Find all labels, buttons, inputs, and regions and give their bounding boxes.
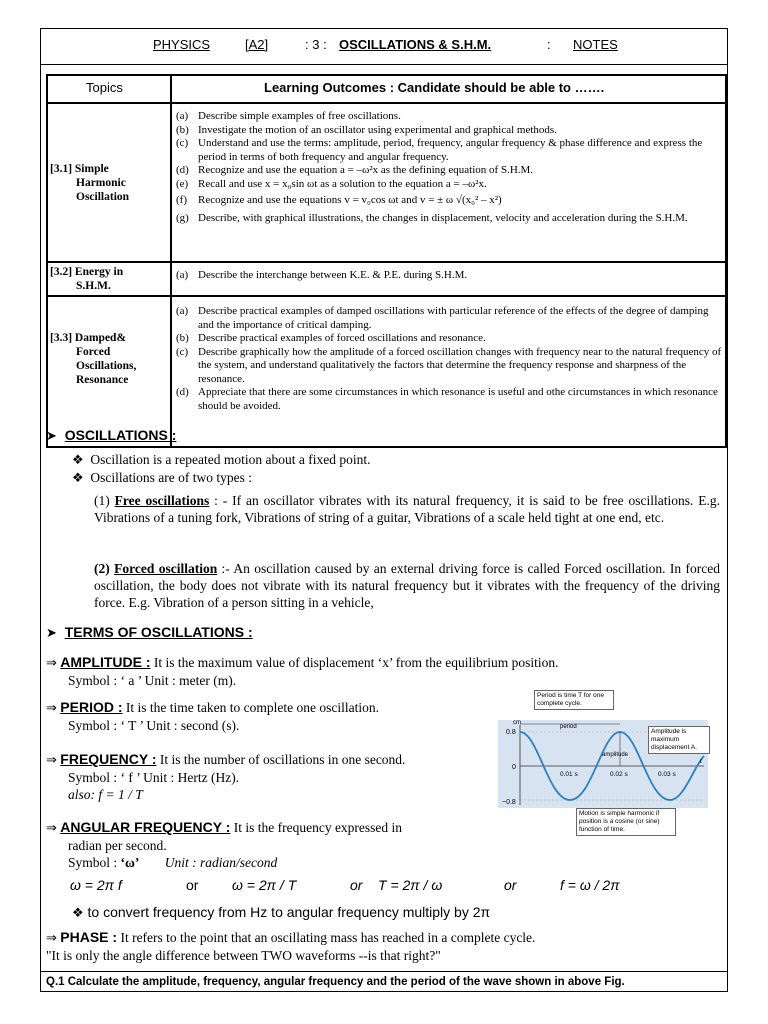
th-outcomes: Learning Outcomes : Candidate should be able to …….: [264, 80, 605, 95]
symbol-line: Symbol : ‘ f ’ Unit : Hertz (Hz).: [68, 770, 240, 785]
freq-formula: also: f = 1 / T: [68, 787, 143, 802]
equation: T = 2π / ω: [378, 877, 443, 893]
shm-graph-figure: [498, 690, 708, 835]
forced-osc-text: :- An oscillation caused by an external driving force is called Forced oscillation. In forced oscillation, the body does not vibrate with its natural frequency but it vibrates with the frequency of the driving force. E.g. Vibration of a person sitting in a vehicle,: [94, 561, 720, 610]
question-1: Q.1 Calculate the amplitude, frequency, angular frequency and the period of the wave shown in above Fig.: [46, 976, 625, 988]
list-item: [176, 110, 723, 124]
topic-line: [3.1] Simple: [50, 163, 109, 175]
topic-line: S.H.M.: [76, 280, 111, 292]
implies-arrow-icon: ⇒: [46, 931, 57, 946]
equation: ω = 2π / T: [232, 877, 297, 893]
question-divider: [40, 971, 728, 972]
frequency-def: [46, 751, 405, 803]
table-row: [48, 261, 725, 295]
item-text: Describe practical examples of damped oscillations with particular reference of the effects of the degree of damping and the importance of critical damping.: [198, 305, 709, 331]
topic-line: Oscillation: [76, 191, 130, 203]
bullet-text: Oscillation is a repeated motion about a fixed point.: [90, 452, 371, 467]
term-frequency: FREQUENCY :: [60, 751, 157, 767]
free-oscillation-para: [94, 492, 720, 526]
implies-arrow-icon: ⇒: [46, 821, 57, 836]
item-text: Recall and use x = x₀sin ωt as a solution to the equation a = –ω²x.: [198, 177, 487, 190]
header-divider: [41, 64, 727, 65]
t-tick-2: 0.02 s: [610, 771, 628, 778]
topic-line: Resonance: [76, 374, 129, 386]
table-row: [48, 295, 725, 446]
list-item: [176, 269, 723, 283]
def-text: It is the frequency expressed in: [230, 820, 403, 835]
unit-line: Unit : radian/second: [164, 855, 278, 870]
omega-symbol: ‘ω’: [120, 855, 140, 870]
equation: ω = 2π f: [70, 877, 122, 893]
topic-3-2: [50, 265, 123, 293]
omega-equations: [70, 877, 690, 897]
free-osc-title: Free oscillations: [114, 493, 210, 508]
period-label: period: [560, 724, 577, 730]
list-item: [176, 305, 723, 332]
phase-question: "It is only the angle difference between TWO waveforms --is that right?": [46, 948, 441, 963]
subject: PHYSICS: [153, 37, 211, 52]
conversion-text: to convert frequency from Hz to angular frequency multiply by 2π: [87, 904, 491, 920]
free-osc-text: : - If an oscillator vibrates with its natural frequency, it is said to be free oscillations. E.g. Vibrations of a tuning fork, Vibrations of string of a guitar, Vibrations of a scale held tight at one end, etc.: [94, 493, 720, 525]
list-item: [176, 332, 723, 346]
symbol-line: Symbol : ‘ a ’ Unit : meter (m).: [68, 673, 237, 688]
implies-arrow-icon: ⇒: [46, 753, 57, 768]
period-def: [46, 699, 379, 734]
list-item: [176, 194, 723, 208]
symbol-label: Symbol :: [68, 855, 121, 870]
symbol-line: Symbol : ‘ T ’ Unit : second (s).: [68, 718, 240, 733]
forced-oscillation-para: [94, 560, 720, 611]
arrow-icon: ➤: [46, 429, 57, 444]
t-tick-1: 0.01 s: [560, 771, 578, 778]
outcomes-table: [46, 74, 727, 448]
arrow-icon: ➤: [46, 626, 57, 641]
item-letter: (f): [176, 194, 187, 206]
topic-line: Harmonic: [76, 177, 126, 189]
topic-3-1: [50, 162, 129, 204]
def-text: radian per second.: [68, 838, 167, 853]
item-num: (1): [94, 493, 110, 508]
item-letter: (b): [176, 332, 189, 344]
amplitude-label: amplitude: [602, 752, 629, 758]
osc-bullet-2: [72, 469, 252, 487]
implies-arrow-icon: ⇒: [46, 701, 57, 716]
item-letter: (b): [176, 123, 189, 136]
list-item: [176, 346, 723, 387]
topic-3-3: [50, 331, 136, 387]
y-tick-top: 0.8: [506, 729, 516, 736]
item-letter: (c): [176, 345, 189, 358]
item-text: Understand and use the terms: amplitude, period, frequency, angular frequency & phase difference and express the period in terms of both frequency and angular frequency.: [198, 137, 703, 163]
def-text: It refers to the point that an oscillating mass has reached in a complete cycle.: [117, 930, 536, 945]
phase-def: [46, 929, 535, 964]
period-caption: Period is time T for one complete cycle.: [534, 690, 614, 710]
or-word: or: [350, 877, 363, 893]
list-item: [176, 137, 723, 164]
forced-osc-title: Forced oscillation: [114, 561, 218, 576]
t-axis-label: t: [700, 757, 702, 765]
item-text: Describe graphically how the amplitude of a forced oscillation changes with frequency near to the natural frequency of the system, and understand qualitatively the factors that determine the frequency response and sharpness of the resonance.: [198, 345, 722, 385]
t-tick-3: 0.03 s: [658, 771, 676, 778]
or-word: or: [186, 877, 199, 893]
or-word: or: [504, 877, 517, 893]
list-item: [176, 386, 723, 413]
topic-line: Oscillations,: [76, 360, 137, 372]
item-text: Appreciate that there are some circumstances in which resonance is useful and othe circumstances in which resonance should be avoided.: [198, 386, 718, 412]
amplitude-caption: Amplitude is maximum displacement A.: [648, 726, 710, 754]
implies-arrow-icon: ⇒: [46, 656, 57, 671]
item-text: Investigate the motion of an oscillator using experimental and graphical methods.: [198, 123, 557, 136]
notes-label: NOTES: [573, 37, 618, 52]
item-text: Describe the interchange between K.E. & P.E. during S.H.M.: [198, 269, 468, 281]
list-item: [176, 124, 723, 138]
diamond-bullet-icon: ❖: [72, 906, 84, 921]
level: [A2]: [245, 37, 269, 52]
topic-line: [3.2] Energy in: [50, 266, 124, 278]
def-text: It is the maximum value of displacement ‘x’ from the equilibrium position.: [150, 655, 559, 670]
table-row: [48, 102, 725, 261]
item-text: Describe practical examples of forced oscillations and resonance.: [198, 332, 486, 344]
bullet-text: Oscillations are of two types :: [90, 470, 252, 485]
diamond-bullet-icon: ❖: [72, 453, 84, 468]
oscillations-heading: [46, 427, 176, 444]
y-tick-bottom: −0.8: [502, 799, 516, 806]
topic-line: [3.3] Damped&: [50, 332, 127, 344]
topic-line: Forced: [76, 346, 111, 358]
equation: f = ω / 2π: [560, 877, 620, 893]
item-text: Recognize and use the equation a = –ω²x as the defining equation of S.H.M.: [198, 164, 534, 176]
item-text: Describe simple examples of free oscillations.: [198, 110, 401, 122]
item-letter: (d): [176, 164, 189, 176]
item-num: (2): [94, 561, 110, 576]
list-item: [176, 178, 723, 192]
outcomes-3-2: [176, 269, 723, 283]
outcomes-3-3: [176, 305, 723, 413]
amplitude-def: [46, 654, 559, 689]
th-topics: Topics: [86, 80, 123, 95]
item-letter: (c): [176, 137, 189, 149]
y-tick-zero: 0: [512, 764, 516, 771]
item-letter: (a): [176, 269, 189, 281]
list-item: [176, 164, 723, 178]
terms-title: TERMS OF OSCILLATIONS :: [64, 624, 253, 640]
item-letter: (e): [176, 177, 189, 190]
item-text: Recognize and use the equations v = v₀cos ωt and v = ± ω √(x₀² – x²): [198, 194, 502, 206]
def-text: It is the number of oscillations in one second.: [156, 752, 406, 767]
term-period: PERIOD :: [60, 699, 123, 715]
diamond-bullet-icon: ❖: [72, 471, 84, 486]
oscillations-title: OSCILLATIONS :: [64, 427, 177, 443]
item-text: Describe, with graphical illustrations, the changes in displacement, velocity and acceleration during the S.H.M.: [198, 211, 688, 224]
item-letter: (g): [176, 211, 189, 224]
list-item: [176, 212, 723, 226]
chapter-num: : 3 :: [305, 37, 327, 52]
chapter-title: OSCILLATIONS & S.H.M.: [339, 37, 492, 52]
conversion-note: [72, 904, 490, 921]
item-letter: (a): [176, 110, 189, 122]
angular-frequency-def: [46, 819, 402, 871]
y-unit: cm: [513, 720, 521, 726]
shm-caption: Motion is simple harmonic if position is a cosine (or sine) function of time.: [576, 808, 676, 836]
page-header: [41, 29, 727, 63]
terms-heading: [46, 624, 253, 641]
outcomes-3-1: [176, 110, 723, 225]
item-letter: (d): [176, 386, 189, 398]
osc-bullet-1: [72, 451, 370, 469]
item-letter: (a): [176, 305, 189, 317]
term-angular-frequency: ANGULAR FREQUENCY :: [60, 819, 231, 835]
header-sep: :: [547, 37, 551, 52]
def-text: It is the time taken to complete one oscillation.: [122, 700, 379, 715]
term-phase: PHASE :: [60, 929, 118, 945]
term-amplitude: AMPLITUDE :: [60, 654, 151, 670]
